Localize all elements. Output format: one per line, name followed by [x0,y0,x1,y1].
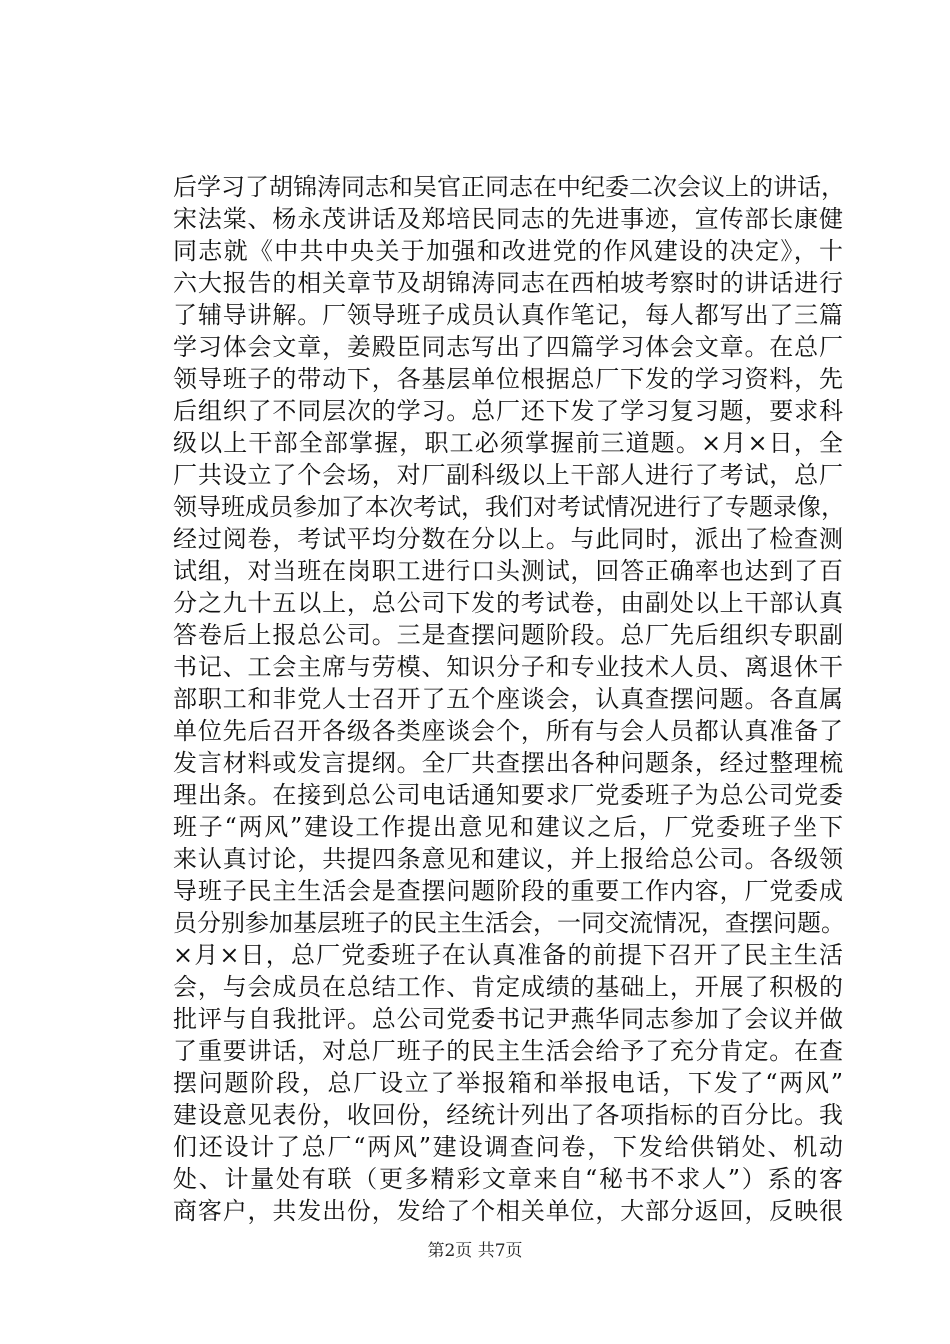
text-line: 试组，对当班在岗职工进行口头测试，回答正确率也达到了百 [173,557,843,585]
text-line: 理出条。在接到总公司电话通知要求厂党委班子为总公司党委 [173,781,843,809]
body-text [173,171,843,1227]
text-line: 们还设计了总厂“两风”建设调查问卷，下发给供销处、机动 [173,1133,843,1161]
text-line: 部职工和非党人士召开了五个座谈会，认真查摆问题。各直属 [173,685,843,713]
text-line: 六大报告的相关章节及胡锦涛同志在西柏坡考察时的讲话进行 [173,269,843,297]
text-line: 厂共设立了个会场，对厂副科级以上干部人进行了考试，总厂 [173,461,843,489]
page-number: 第2页 共7页 [427,1241,523,1261]
text-line: 班子“两风”建设工作提出意见和建议之后，厂党委班子坐下 [173,813,843,841]
text-line: 分之九十五以上，总公司下发的考试卷，由副处以上干部认真 [173,589,843,617]
text-line: 经过阅卷，考试平均分数在分以上。与此同时，派出了检查测 [173,525,843,553]
text-line: 建设意见表份，收回份，经统计列出了各项指标的百分比。我 [173,1101,843,1129]
text-line: 领导班子的带动下，各基层单位根据总厂下发的学习资料，先 [173,365,843,393]
text-line: 了辅导讲解。厂领导班子成员认真作笔记，每人都写出了三篇 [173,301,843,329]
text-line: 员分别参加基层班子的民主生活会，一同交流情况，查摆问题。 [173,909,845,937]
text-line: 发言材料或发言提纲。全厂共查摆出各种问题条，经过整理梳 [173,749,843,777]
text-line: 答卷后上报总公司。三是查摆问题阶段。总厂先后组织专职副 [173,621,843,649]
text-line: 商客户，共发出份，发给了个相关单位，大部分返回，反映很 [173,1197,843,1225]
text-line: 领导班成员参加了本次考试，我们对考试情况进行了专题录像， [173,493,845,521]
text-line: 后学习了胡锦涛同志和吴官正同志在中纪委二次会议上的讲话， [173,173,845,201]
text-line: 后组织了不同层次的学习。总厂还下发了学习复习题，要求科 [173,397,843,425]
text-line: 导班子民主生活会是查摆问题阶段的重要工作内容，厂党委成 [173,877,843,905]
text-line: 单位先后召开各级各类座谈会个，所有与会人员都认真准备了 [173,717,843,745]
text-line: ×月×日，总厂党委班子在认真准备的前提下召开了民主生活 [173,941,843,969]
text-line: 批评与自我批评。总公司党委书记尹燕华同志参加了会议并做 [173,1005,843,1033]
page-footer [0,1236,950,1261]
text-line: 同志就《中共中央关于加强和改进党的作风建设的决定》，十 [173,237,843,265]
text-line: 来认真讨论，共提四条意见和建议，并上报给总公司。各级领 [173,845,843,873]
text-line: 了重要讲话，对总厂班子的民主生活会给予了充分肯定。在查 [173,1037,843,1065]
text-line: 处、计量处有联（更多精彩文章来自“秘书不求人”）系的客 [173,1165,843,1193]
text-line: 书记、工会主席与劳模、知识分子和专业技术人员、离退休干 [173,653,843,681]
text-line: 摆问题阶段，总厂设立了举报箱和举报电话，下发了“两风” [173,1069,843,1097]
text-line: 级以上干部全部掌握，职工必须掌握前三道题。×月×日，全 [173,429,843,457]
text-line: 学习体会文章，姜殿臣同志写出了四篇学习体会文章。在总厂 [173,333,843,361]
text-line: 会，与会成员在总结工作、肯定成绩的基础上，开展了积极的 [173,973,843,1001]
text-line: 宋法棠、杨永茂讲话及郑培民同志的先进事迹，宣传部长康健 [173,205,843,233]
